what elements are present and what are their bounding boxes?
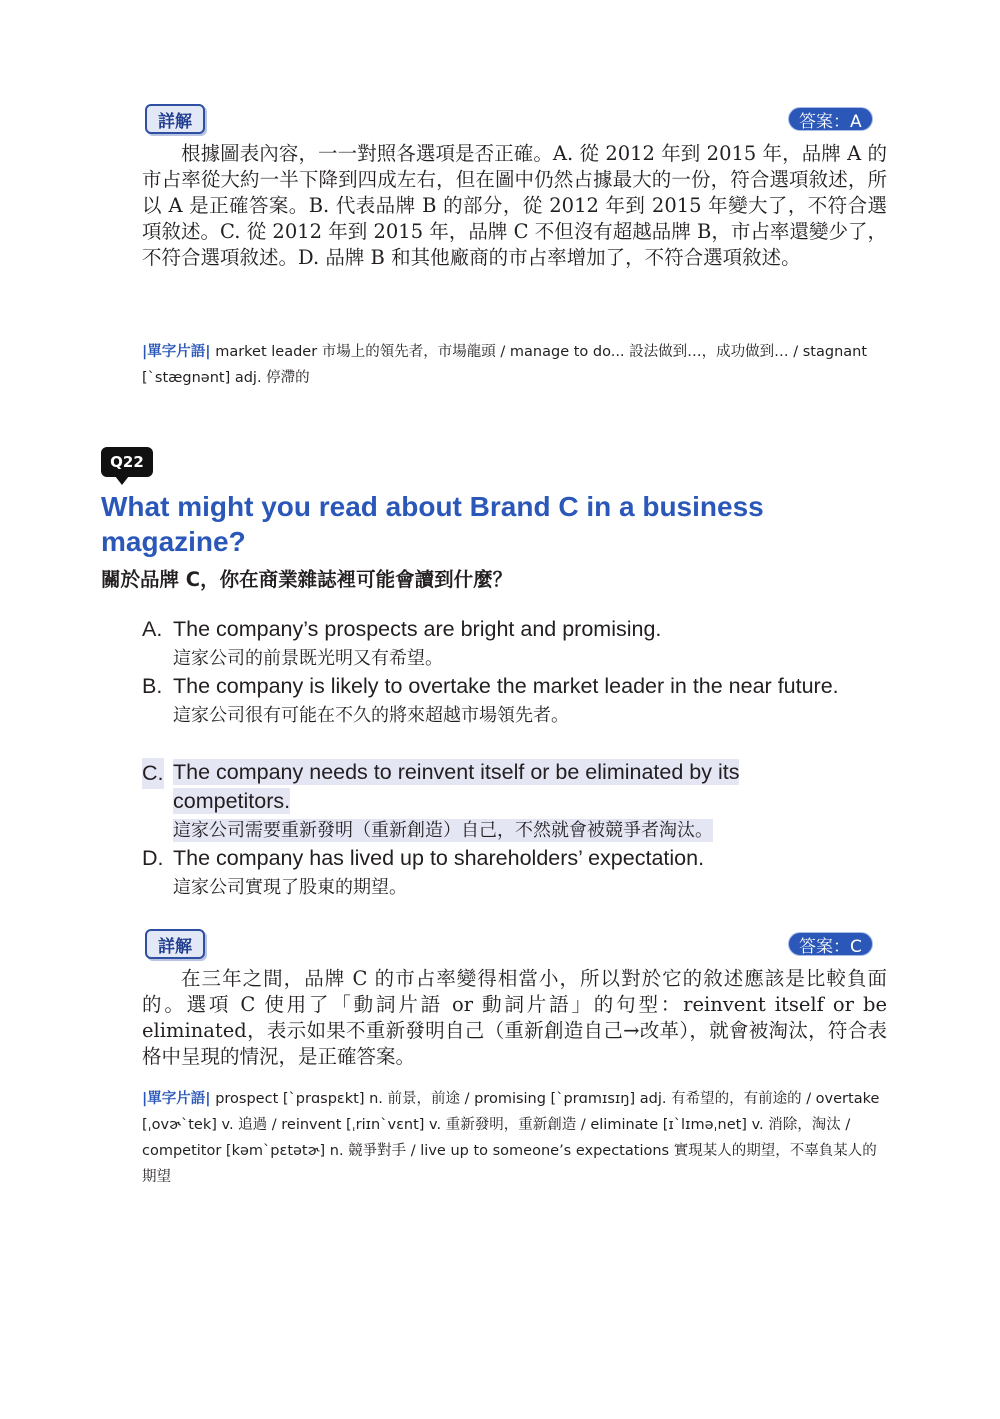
option-letter: B.	[142, 674, 163, 698]
option-text-en: The company is likely to overtake the market leader in the near future.	[173, 674, 839, 698]
vocab-tag: |單字片語|	[142, 1091, 211, 1107]
vocab-tag: |單字片語|	[142, 344, 211, 360]
option-text-zh: 這家公司的前景既光明又有希望。	[173, 648, 443, 669]
option-letter: A.	[142, 617, 163, 641]
vocab-text: market leader 市場上的領先者，市場龍頭 / manage to do... 設法做到…，成功做到… / stagnant [`stægnənt] adj. 停滯的	[142, 344, 868, 386]
detail-badge: 詳解	[145, 929, 205, 959]
explanation-text: 在三年之間，品牌 C 的市占率變得相當小，所以對於它的敘述應該是比較負面的。選項 C 使用了「動詞片語 or 動詞片語」的句型：reinvent itself or be eliminated，表示如果不重新發明自己（重新創造自己→改革），就會被淘汰，符合表格中呈現的情況，是正確答案。	[142, 967, 887, 1068]
option-text-en: The company’s prospects are bright and promising.	[173, 617, 662, 641]
option-text-zh: 這家公司實現了股東的期望。	[173, 877, 407, 898]
question-text-en: What might you read about Brand C in a business magazine?	[101, 491, 764, 557]
question-tag-pointer	[115, 476, 129, 485]
option-letter: C.	[142, 758, 164, 789]
option-d	[142, 844, 842, 902]
option-text-zh: 這家公司很有可能在不久的將來超越市場領先者。	[173, 705, 569, 726]
answer-badge: 答案：A	[788, 107, 873, 131]
option-letter: D.	[142, 846, 164, 870]
answer-badge: 答案：C	[788, 932, 873, 956]
vocab-block	[142, 339, 887, 391]
explanation-text: 根據圖表內容，一一對照各選項是否正確。A. 從 2012 年到 2015 年，品牌 A 的市占率從大約一半下降到四成左右，但在圖中仍然占據最大的一份，符合選項敘述，所以 A 是正確答案。B. 代表品牌 B 的部分，從 2012 年到 2015 年變大了，不符合選項敘述。C. 從 2012 年到 2015 年，品牌 C 不但沒有超越品牌 B，市占率還變少了，不符合選項敘述。D. 品牌 B 和其他廠商的市占率增加了，不符合選項敘述。	[142, 142, 887, 269]
explanation-paragraph	[142, 141, 887, 271]
option-a	[142, 615, 842, 673]
question-number-tag: Q22	[101, 447, 153, 477]
option-c-correct	[142, 758, 842, 845]
option-text-en: The company has lived up to shareholders’ expectation.	[173, 846, 705, 870]
vocab-block	[142, 1086, 887, 1190]
vocab-text: prospect [`prɑspɛkt] n. 前景，前途 / promising [`prɑmɪsɪŋ] adj. 有希望的，有前途的 / overtake [ˌovɚ`tek] v. 追過 / reinvent [ˌriɪn`vɛnt] v. 重新發明，重新創造 / eliminate [ɪ`lɪməˌnet] v. 消除，淘汰 / competitor [kəm`pɛtətɚ] n. 競爭對手 / live up to someone’s expectations 實現某人的期望，不辜負某人的期望	[142, 1091, 880, 1185]
option-text-en: The company needs to reinvent itself or be eliminated by its competitors.	[173, 760, 740, 813]
option-text-zh: 這家公司需要重新發明（重新創造）自己，不然就會被競爭者淘汰。	[173, 820, 713, 841]
option-b	[142, 672, 842, 730]
explanation-paragraph	[142, 966, 887, 1070]
question-text-zh: 關於品牌 C，你在商業雜誌裡可能會讀到什麼？	[101, 568, 513, 591]
detail-badge: 詳解	[145, 104, 205, 134]
